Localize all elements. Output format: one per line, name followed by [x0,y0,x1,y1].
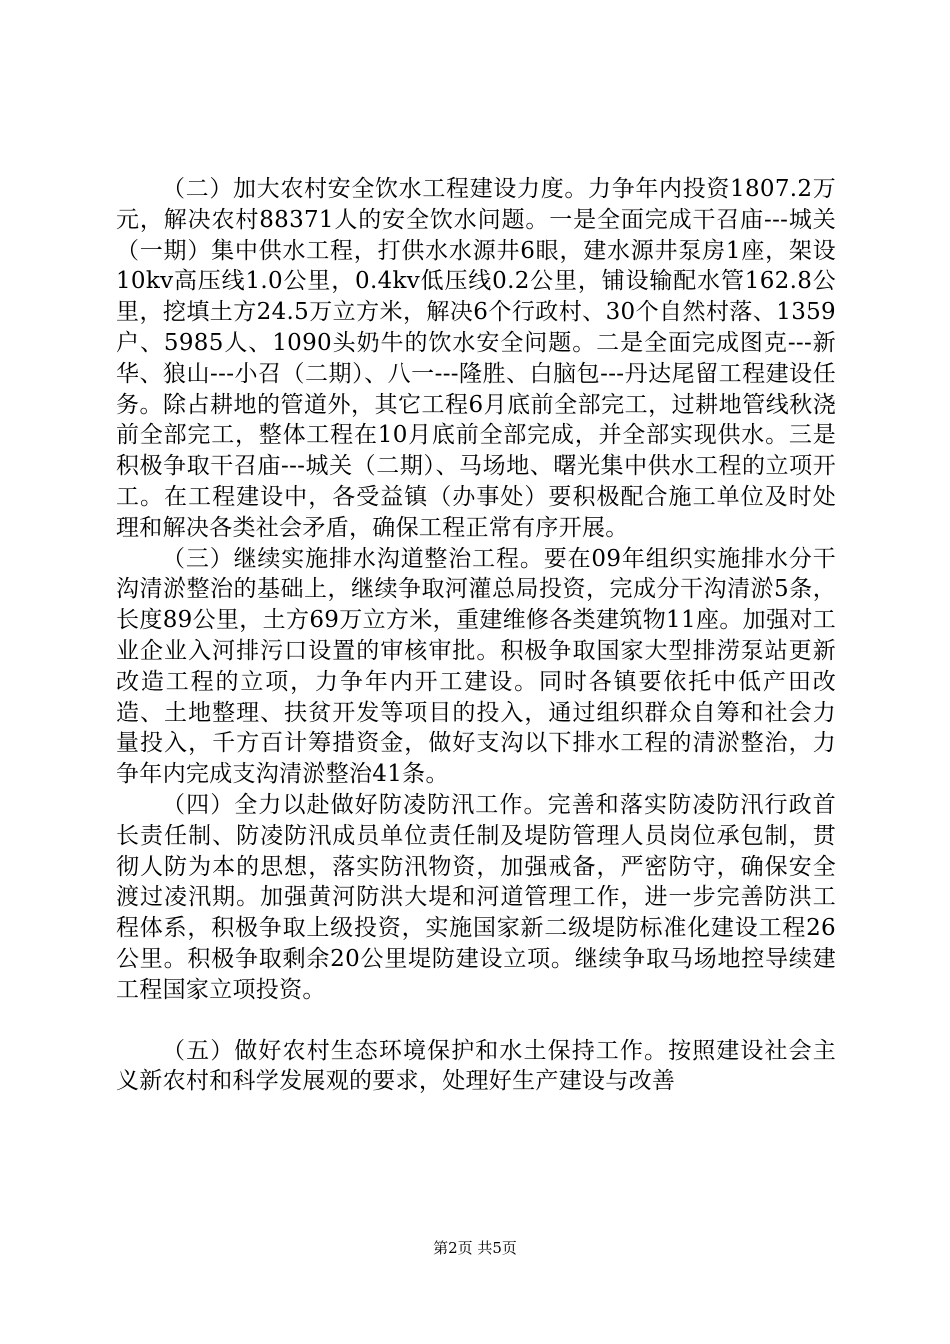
paragraph-drainage-ditch: （三）继续实施排水沟道整治工程。要在09年组织实施排水分干沟清淤整治的基础上，继续争取河灌总局投资，完成分干沟清淤5条，长度89公里，土方69万立方米，重建维修各类建筑物11座。加强对工业企业入河排污口设置的审核审批。积极争取国家大型排涝泵站更新改造工程的立项，力争年内开工建设。同时各镇要依托中低产田改造、土地整理、扶贫开发等项目的投入，通过组织群众自筹和社会力量投入，千方百计筹措资金，做好支沟以下排水工程的清淤整治，力争年内完成支沟清淤整治41条。 [116,545,836,788]
document-body [116,174,836,1097]
paragraph-spacer [116,1006,836,1036]
paragraph-ecology-protection: （五）做好农村生态环境保护和水土保持工作。按照建设社会主义新农村和科学发展观的要求，处理好生产建设与改善 [116,1037,836,1095]
page-footer: 第2页 共5页 [433,1239,517,1257]
paragraph-flood-prevention: （四）全力以赴做好防凌防汛工作。完善和落实防凌防汛行政首长责任制、防凌防汛成员单位责任制及堤防管理人员岗位承包制，贯彻人防为本的思想，落实防汛物资，加强戒备，严密防守，确保安全渡过凌汛期。加强黄河防洪大堤和河道管理工作，进一步完善防洪工程体系，积极争取上级投资，实施国家新二级堤防标准化建设工程26公里。积极争取剩余20公里堤防建设立项。继续争取马场地控导续建工程国家立项投资。 [116,791,836,1003]
paragraph-rural-drinking-water: （二）加大农村安全饮水工程建设力度。力争年内投资1807.2万元，解决农村88371人的安全饮水问题。一是全面完成干召庙---城关（一期）集中供水工程，打供水水源井6眼，建水源井泵房1座，架设10kv高压线1.0公里，0.4kv低压线0.2公里，铺设输配水管162.8公里，挖填土方24.5万立方米，解决6个行政村、30个自然村落、1359户、5985人、1090头奶牛的饮水安全问题。二是全面完成图克---新华、狼山---小召（二期）、八一---隆胜、白脑包---丹达尾留工程建设任务。除占耕地的管道外，其它工程6月底前全部完工，过耕地管线秋浇前全部完工，整体工程在10月底前全部完成，并全部实现供水。三是积极争取干召庙---城关（二期）、马场地、曙光集中供水工程的立项开工。在工程建设中，各受益镇（办事处）要积极配合施工单位及时处理和解决各类社会矛盾，确保工程正常有序开展。 [116,176,836,541]
